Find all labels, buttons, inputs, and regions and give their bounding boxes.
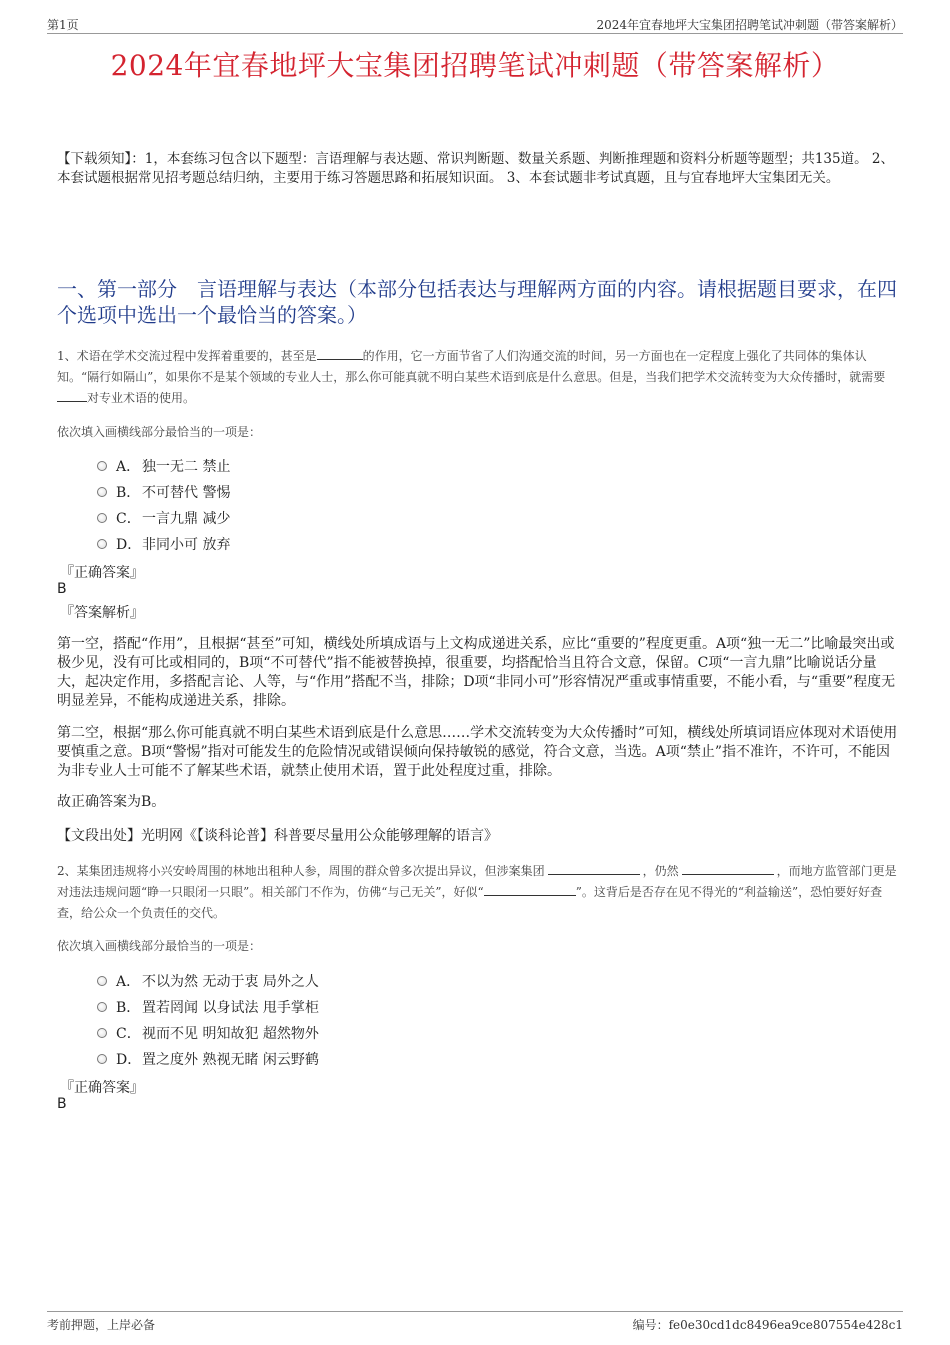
radio-icon[interactable] — [97, 539, 107, 549]
radio-icon[interactable] — [97, 1002, 107, 1012]
radio-icon[interactable] — [97, 513, 107, 523]
question-2-options — [97, 968, 319, 1072]
page-footer — [47, 1311, 903, 1333]
analysis-paragraph-2: 第二空，根据“那么你可能真就不明白某些术语到底是什么意思……学术交流转变为大众传播时”可知，横线处所填词语应体现对术语使用要慎重之意。B项“警惕”指对可能发生的危险情况或错误倾向保持敏锐的感觉，符合文意，当选。A项“禁止”指不准许，不许可，不能因为非专业人士可能不了解某些术语，就禁止使用术语，置于此处程度过重，排除。 — [57, 725, 898, 779]
radio-icon[interactable] — [97, 487, 107, 497]
header-doc-title: 2024年宜春地坪大宝集团招聘笔试冲刺题（带答案解析） — [596, 18, 903, 32]
option-c[interactable]: C． 视而不见 明知故犯 超然物外 — [97, 1020, 319, 1046]
question-1-options — [97, 453, 230, 557]
option-b[interactable]: B． 置若罔闻 以身试法 甩手掌柜 — [97, 994, 319, 1020]
answer-label: 『正确答案』 — [60, 565, 144, 581]
section-title: 一、第一部分 言语理解与表达（本部分包括表达与理解两方面的内容。请根据题目要求，在四个选项中选出一个最恰当的答案。） — [57, 277, 897, 327]
page-header — [47, 14, 903, 34]
radio-icon[interactable] — [97, 1028, 107, 1038]
download-notice: 【下载须知】：1，本套练习包含以下题型：言语理解与表达题、常识判断题、数量关系题、判断推理题和资料分析题等题型；共135道。 2、本套试题根据常见招考题总结归纳，主要用于练习答题思路和拓展知识面。 3、本套试题非考试真题，且与宜春地坪大宝集团无关。 — [57, 151, 894, 186]
option-a[interactable]: A． 独一无二 禁止 — [97, 453, 230, 479]
analysis-paragraph-1: 第一空，搭配“作用”，且根据“甚至”可知，横线处所填成语与上文构成递进关系，应比“重要的”程度更重。A项“独一无二”比喻最突出或极少见，没有可比或相同的，B项“不可替代”指不能被替换掉，很重要，均搭配恰当且符合文意，保留。C项“一言九鼎”比喻说话分量大，起决定作用，多搭配言论、人等，与“作用”搭配不当，排除；D项“非同小可”形容情况严重或事情重要，不能小看，与“重要”程度无明显差异，不能构成递进关系，排除。 — [57, 636, 896, 709]
blank — [682, 863, 774, 875]
blank — [57, 390, 87, 402]
question-1-instruction: 依次填入画横线部分最恰当的一项是： — [57, 425, 262, 439]
page-number: 第1页 — [47, 18, 79, 32]
blank — [484, 884, 576, 896]
blank — [548, 863, 640, 875]
option-c[interactable]: C． 一言九鼎 减少 — [97, 505, 230, 531]
answer-value: B — [57, 1096, 67, 1112]
document-title: 2024年宜春地坪大宝集团招聘笔试冲刺题（带答案解析） — [110, 49, 840, 82]
question-2-stem: 2、某集团违规将小兴安岭周围的林地出租种人参，周围的群众曾多次提出异议，但涉案集团 ，仍然 ，而地方监管部门更是对违法违规问题“睁一只眼闭一只眼”。相关部门不作为，仿佛“与己无关”，好似“ ”。这背后是否存在见不得光的“利益输送”，恐怕要好好查查，给公众一个负责任的交代。 — [57, 864, 897, 920]
question-2-instruction: 依次填入画横线部分最恰当的一项是： — [57, 939, 262, 953]
footer-slogan: 考前押题，上岸必备 — [47, 1318, 156, 1332]
blank — [317, 348, 363, 360]
analysis-conclusion: 故正确答案为B。 — [57, 794, 166, 810]
answer-value: B — [57, 581, 67, 597]
analysis-label: 『答案解析』 — [60, 605, 144, 621]
footer-serial: 编号：fe0e30cd1dc8496ea9ce807554e428c1 — [632, 1318, 903, 1332]
question-1-stem: 1、术语在学术交流过程中发挥着重要的，甚至是 的作用，它一方面节省了人们沟通交流的时间，另一方面也在一定程度上强化了共同体的集体认知。“隔行如隔山”，如果你不是某个领域的专业人士，那么你可能真就不明白某些术语到底是什么意思。但是，当我们把学术交流转变为大众传播时，就需要对专业术语的使用。 — [57, 349, 886, 405]
option-d[interactable]: D． 非同小可 放弃 — [97, 531, 230, 557]
option-a[interactable]: A． 不以为然 无动于衷 局外之人 — [97, 968, 319, 994]
option-d[interactable]: D． 置之度外 熟视无睹 闲云野鹤 — [97, 1046, 319, 1072]
passage-source: 【文段出处】光明网《【谈科论普】科普要尽量用公众能够理解的语言》 — [57, 828, 498, 844]
radio-icon[interactable] — [97, 976, 107, 986]
radio-icon[interactable] — [97, 461, 107, 471]
option-b[interactable]: B． 不可替代 警惕 — [97, 479, 230, 505]
radio-icon[interactable] — [97, 1054, 107, 1064]
answer-label: 『正确答案』 — [60, 1080, 144, 1096]
